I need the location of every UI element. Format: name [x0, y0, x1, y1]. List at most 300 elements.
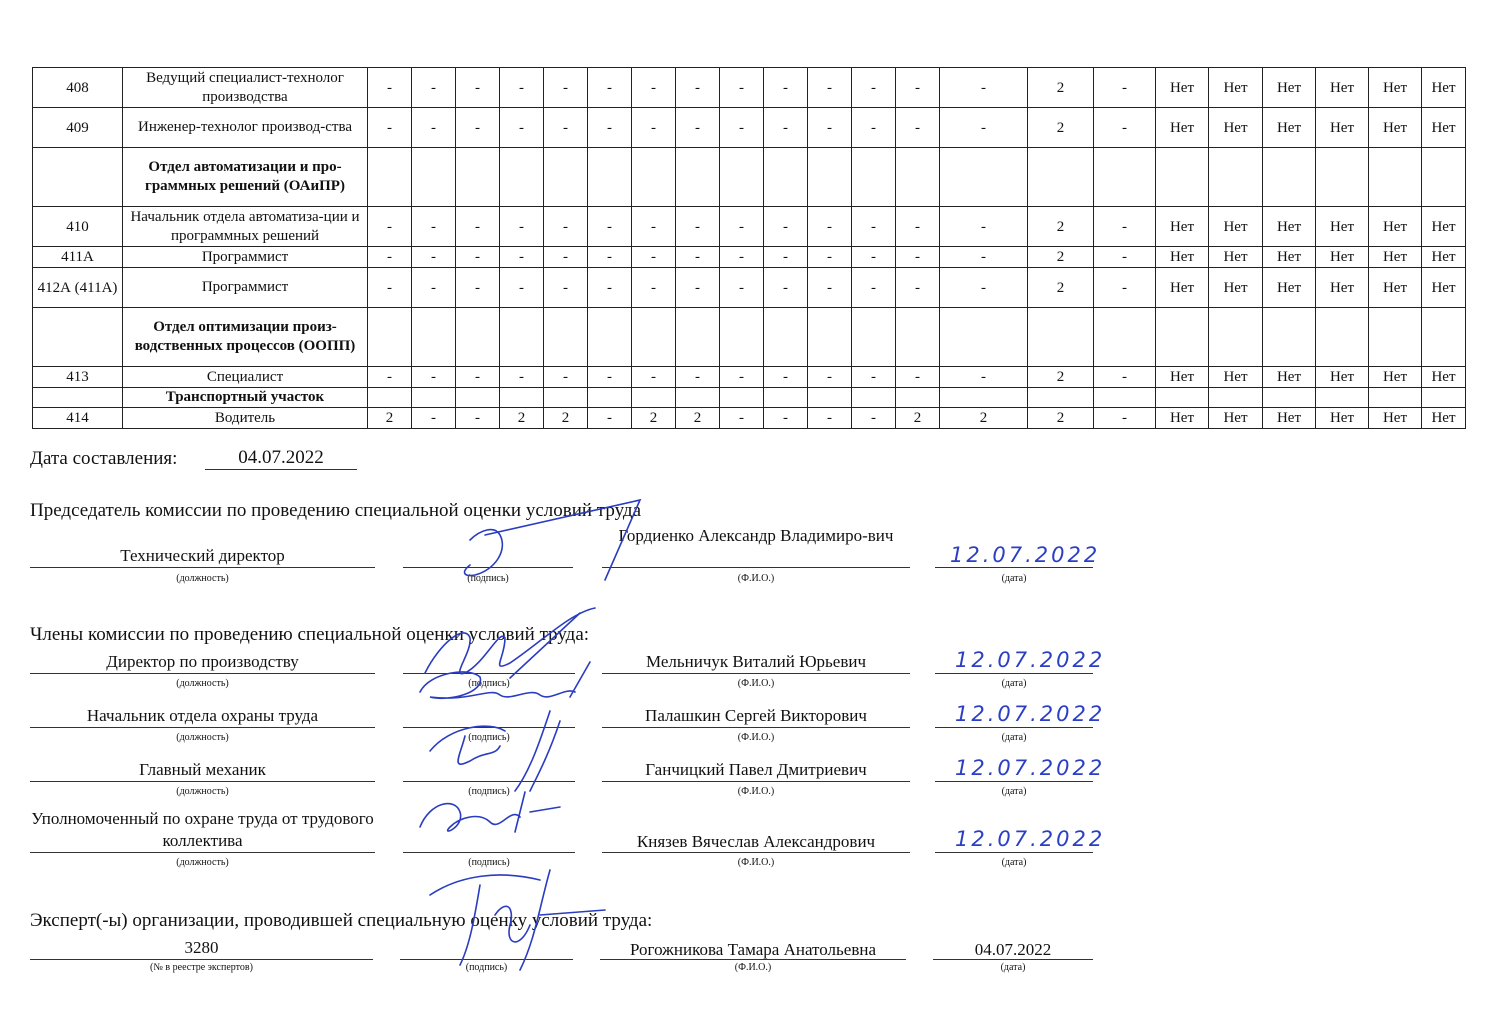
table-cell: Нет	[1156, 68, 1209, 108]
table-cell: -	[368, 207, 412, 247]
table-cell: -	[412, 207, 456, 247]
job-title: Ведущий специалист-технолог производства	[123, 68, 368, 108]
caption-fio: (Ф.И.О.)	[737, 732, 775, 743]
table-cell: -	[720, 268, 764, 308]
table-cell: -	[720, 108, 764, 148]
table-cell: -	[632, 108, 676, 148]
table-cell: Нет	[1209, 68, 1263, 108]
member-position: Главный механик	[139, 760, 266, 779]
table-cell: Нет	[1156, 367, 1209, 388]
table-cell	[588, 308, 632, 367]
table-cell	[940, 148, 1028, 207]
table-cell	[940, 388, 1028, 408]
table-cell: Нет	[1156, 268, 1209, 308]
table-cell: -	[896, 367, 940, 388]
table-cell	[808, 308, 852, 367]
table-cell	[1094, 308, 1156, 367]
table-cell	[456, 388, 500, 408]
table-cell: -	[896, 108, 940, 148]
table-cell: 2	[1028, 247, 1094, 268]
chairman-signature	[440, 495, 660, 585]
table-cell: Нет	[1422, 268, 1466, 308]
table-cell: 2	[1028, 108, 1094, 148]
table-cell: -	[456, 207, 500, 247]
member-date: 12.07.2022	[955, 827, 1106, 851]
table-cell	[896, 308, 940, 367]
table-cell: Нет	[1369, 108, 1422, 148]
table-cell: -	[412, 268, 456, 308]
table-row	[33, 408, 1466, 429]
chairman-name: Гордиенко Александр Владимиро-вич	[618, 526, 894, 545]
row-number: 414	[33, 408, 123, 429]
table-cell	[632, 308, 676, 367]
expert-date: 04.07.2022	[974, 940, 1052, 959]
table-cell: -	[676, 367, 720, 388]
job-title: Программист	[123, 247, 368, 268]
table-cell	[1028, 308, 1094, 367]
table-cell: 2	[676, 408, 720, 429]
table-cell: -	[852, 108, 896, 148]
table-cell: Нет	[1209, 207, 1263, 247]
table-cell: -	[852, 68, 896, 108]
table-cell: 2	[368, 408, 412, 429]
caption-position: (должность)	[176, 573, 229, 584]
date-compiled-label: Дата составления:	[30, 448, 178, 469]
table-cell: -	[456, 247, 500, 268]
table-cell: -	[1094, 247, 1156, 268]
caption-fio: (Ф.И.О.)	[737, 678, 775, 689]
table-cell: -	[720, 68, 764, 108]
row-number: 412А (411А)	[33, 268, 123, 308]
table-cell	[500, 148, 544, 207]
table-cell	[544, 388, 588, 408]
table-cell: Нет	[1209, 268, 1263, 308]
table-cell: -	[456, 108, 500, 148]
table-cell: -	[764, 207, 808, 247]
department-row	[33, 308, 1466, 367]
table-cell	[1422, 148, 1466, 207]
table-cell: Нет	[1369, 367, 1422, 388]
table-cell: Нет	[1316, 408, 1369, 429]
table-cell	[1094, 388, 1156, 408]
table-cell	[588, 148, 632, 207]
table-cell: -	[1094, 408, 1156, 429]
table-cell	[676, 148, 720, 207]
row-number: 411А	[33, 247, 123, 268]
table-cell: -	[940, 247, 1028, 268]
table-cell	[412, 148, 456, 207]
table-row	[33, 268, 1466, 308]
table-cell: Нет	[1422, 68, 1466, 108]
table-cell: -	[588, 108, 632, 148]
table-cell	[676, 308, 720, 367]
table-cell: -	[940, 367, 1028, 388]
table-cell	[764, 388, 808, 408]
table-row	[33, 367, 1466, 388]
table-cell	[632, 388, 676, 408]
member-name: Палашкин Сергей Викторович	[645, 706, 867, 725]
member-date: 12.07.2022	[955, 648, 1106, 672]
caption-date: (дата)	[1001, 732, 1027, 743]
table-cell	[632, 148, 676, 207]
table-cell: -	[1094, 268, 1156, 308]
table-cell: Нет	[1209, 408, 1263, 429]
table-cell: Нет	[1263, 247, 1316, 268]
table-cell: 2	[1028, 207, 1094, 247]
table-cell: Нет	[1422, 247, 1466, 268]
table-cell: -	[544, 367, 588, 388]
table-cell: -	[544, 207, 588, 247]
table-cell	[1369, 308, 1422, 367]
table-cell: Нет	[1369, 408, 1422, 429]
table-cell: -	[764, 68, 808, 108]
table-cell	[544, 308, 588, 367]
table-cell	[1209, 388, 1263, 408]
table-cell	[720, 148, 764, 207]
expert-registry: 3280	[184, 938, 219, 957]
table-cell	[1156, 388, 1209, 408]
table-cell: Нет	[1316, 367, 1369, 388]
table-cell	[1209, 148, 1263, 207]
table-cell: -	[940, 108, 1028, 148]
table-cell	[1316, 388, 1369, 408]
job-title: Водитель	[123, 408, 368, 429]
table-cell: -	[940, 68, 1028, 108]
table-cell: -	[808, 367, 852, 388]
table-cell: -	[588, 247, 632, 268]
table-cell: -	[764, 268, 808, 308]
table-cell: Нет	[1209, 108, 1263, 148]
table-cell: Нет	[1316, 207, 1369, 247]
table-cell: -	[940, 207, 1028, 247]
member-position: Уполномоченный по охране труда от трудового коллектива	[31, 809, 374, 850]
row-number	[33, 148, 123, 207]
table-cell	[764, 148, 808, 207]
table-cell: Нет	[1369, 268, 1422, 308]
table-cell	[676, 388, 720, 408]
table-cell: Нет	[1263, 108, 1316, 148]
table-cell: -	[676, 108, 720, 148]
chairman-position: Технический директор	[120, 546, 285, 565]
table-cell: -	[368, 247, 412, 268]
table-cell: -	[808, 247, 852, 268]
member-position: Директор по производству	[106, 652, 299, 671]
table-cell: Нет	[1263, 207, 1316, 247]
caption-fio: (Ф.И.О.)	[737, 786, 775, 797]
row-number	[33, 308, 123, 367]
table-cell: -	[1094, 108, 1156, 148]
table-cell	[1209, 308, 1263, 367]
table-cell: 2	[896, 408, 940, 429]
table-cell: 2	[1028, 408, 1094, 429]
table-cell	[1263, 388, 1316, 408]
expert-heading: Эксперт(-ы) организации, проводившей специальную оценку условий труда:	[30, 910, 653, 931]
table-cell: Нет	[1209, 247, 1263, 268]
table-cell: -	[500, 68, 544, 108]
table-cell: -	[500, 207, 544, 247]
table-cell: Нет	[1263, 68, 1316, 108]
table-cell: Нет	[1422, 108, 1466, 148]
caption-signature: (подпись)	[467, 573, 509, 584]
table-cell: Нет	[1209, 367, 1263, 388]
job-title: Начальник отдела автоматиза-ции и программных решений	[123, 207, 368, 247]
table-cell: Нет	[1263, 408, 1316, 429]
row-number	[33, 388, 123, 408]
caption-registry: (№ в реестре экспертов)	[150, 962, 253, 973]
table-cell: Нет	[1156, 108, 1209, 148]
row-number: 410	[33, 207, 123, 247]
table-cell: -	[412, 408, 456, 429]
table-cell: -	[808, 68, 852, 108]
table-row	[33, 108, 1466, 148]
table-cell: Нет	[1263, 268, 1316, 308]
table-cell: Нет	[1369, 68, 1422, 108]
table-cell: -	[676, 68, 720, 108]
members-heading: Члены комиссии по проведению специальной оценки условий труда:	[30, 624, 590, 645]
table-cell	[1094, 148, 1156, 207]
table-cell: Нет	[1422, 408, 1466, 429]
table-cell	[500, 308, 544, 367]
table-cell: -	[852, 268, 896, 308]
table-cell: -	[456, 408, 500, 429]
table-cell: Нет	[1156, 247, 1209, 268]
row-number: 408	[33, 68, 123, 108]
table-cell	[1263, 308, 1316, 367]
table-cell	[764, 308, 808, 367]
table-cell: -	[500, 268, 544, 308]
table-cell	[1263, 148, 1316, 207]
chairman-date: 12.07.2022	[950, 543, 1101, 567]
table-cell: Нет	[1422, 207, 1466, 247]
table-cell	[544, 148, 588, 207]
table-cell: -	[368, 268, 412, 308]
table-cell	[1156, 148, 1209, 207]
table-cell: -	[676, 268, 720, 308]
table-cell: 2	[632, 408, 676, 429]
table-cell	[1369, 388, 1422, 408]
member-name: Ганчицкий Павел Дмитриевич	[645, 760, 867, 779]
department-title: Отдел оптимизации произ-водственных процессов (ООПП)	[123, 308, 368, 367]
table-cell: Нет	[1316, 268, 1369, 308]
caption-position: (должность)	[176, 678, 229, 689]
table-cell: -	[412, 108, 456, 148]
department-title: Отдел автоматизации и про-граммных решений (ОАиПР)	[123, 148, 368, 207]
table-cell	[1156, 308, 1209, 367]
table-cell: 2	[940, 408, 1028, 429]
caption-fio: (Ф.И.О.)	[737, 573, 775, 584]
table-cell: -	[940, 268, 1028, 308]
table-cell: -	[632, 367, 676, 388]
table-cell: Нет	[1369, 207, 1422, 247]
table-cell: -	[632, 268, 676, 308]
table-cell	[1316, 148, 1369, 207]
table-cell: -	[1094, 367, 1156, 388]
table-cell: -	[456, 268, 500, 308]
table-cell	[1422, 308, 1466, 367]
table-cell: -	[676, 247, 720, 268]
table-cell: 2	[500, 408, 544, 429]
member-date: 12.07.2022	[955, 756, 1106, 780]
department-title: Транспортный участок	[123, 388, 368, 408]
table-cell: -	[500, 247, 544, 268]
table-cell	[368, 388, 412, 408]
table-cell: -	[632, 68, 676, 108]
table-cell: -	[852, 207, 896, 247]
date-compiled-value: 04.07.2022	[238, 447, 324, 468]
table-cell: 2	[1028, 68, 1094, 108]
table-row	[33, 247, 1466, 268]
table-cell: -	[1094, 207, 1156, 247]
table-cell: -	[588, 367, 632, 388]
table-cell: -	[544, 68, 588, 108]
expert-name: Рогожникова Тамара Анатольевна	[630, 940, 876, 959]
table-cell: -	[632, 247, 676, 268]
row-number: 413	[33, 367, 123, 388]
table-cell: -	[808, 408, 852, 429]
table-cell: -	[500, 108, 544, 148]
table-cell: 2	[1028, 367, 1094, 388]
table-cell	[1369, 148, 1422, 207]
table-row	[33, 68, 1466, 108]
caption-date: (дата)	[1000, 962, 1026, 973]
chairman-heading: Председатель комиссии по проведению специальной оценки условий труда	[30, 500, 641, 521]
table-cell	[1028, 388, 1094, 408]
table-cell	[940, 308, 1028, 367]
table-cell: -	[500, 367, 544, 388]
caption-date: (дата)	[1001, 573, 1027, 584]
table-cell: 2	[544, 408, 588, 429]
table-cell: -	[588, 268, 632, 308]
table-cell: Нет	[1422, 367, 1466, 388]
member-date: 12.07.2022	[955, 702, 1106, 726]
table-cell: -	[456, 68, 500, 108]
table-cell: Нет	[1316, 108, 1369, 148]
caption-signature: (подпись)	[465, 962, 508, 973]
table-cell: -	[896, 207, 940, 247]
table-cell: -	[720, 207, 764, 247]
table-cell: -	[720, 367, 764, 388]
job-title: Программист	[123, 268, 368, 308]
table-cell: Нет	[1156, 207, 1209, 247]
table-cell	[896, 148, 940, 207]
table-cell: -	[544, 268, 588, 308]
table-cell: -	[808, 108, 852, 148]
job-title: Инженер-технолог производ-ства	[123, 108, 368, 148]
caption-date: (дата)	[1001, 786, 1027, 797]
table-cell: -	[588, 207, 632, 247]
table-cell: -	[808, 268, 852, 308]
caption-signature: (подпись)	[468, 678, 510, 689]
table-cell: -	[720, 408, 764, 429]
department-row	[33, 148, 1466, 207]
table-cell: -	[896, 268, 940, 308]
table-cell: -	[764, 108, 808, 148]
table-cell	[412, 388, 456, 408]
table-row	[33, 207, 1466, 247]
table-cell	[808, 388, 852, 408]
caption-fio: (Ф.И.О.)	[734, 962, 772, 973]
table-cell: -	[456, 367, 500, 388]
table-cell: 2	[1028, 268, 1094, 308]
date-compiled-underline	[205, 469, 357, 470]
caption-date: (дата)	[1001, 857, 1027, 868]
caption-signature: (подпись)	[468, 857, 510, 868]
table-cell	[456, 308, 500, 367]
table-cell	[500, 388, 544, 408]
caption-position: (должность)	[176, 732, 229, 743]
department-row	[33, 388, 1466, 408]
table-cell: -	[764, 247, 808, 268]
table-cell: -	[852, 408, 896, 429]
job-title: Специалист	[123, 367, 368, 388]
table-cell	[412, 308, 456, 367]
table-cell	[368, 148, 412, 207]
table-cell: -	[720, 247, 764, 268]
caption-date: (дата)	[1001, 678, 1027, 689]
results-table	[32, 67, 1466, 429]
table-cell: Нет	[1316, 247, 1369, 268]
table-cell: -	[1094, 68, 1156, 108]
member-name: Мельничук Виталий Юрьевич	[645, 652, 867, 671]
caption-fio: (Ф.И.О.)	[737, 857, 775, 868]
caption-position: (должность)	[176, 786, 229, 797]
table-cell	[720, 388, 764, 408]
caption-signature: (подпись)	[468, 786, 510, 797]
table-cell: -	[588, 408, 632, 429]
table-cell: Нет	[1263, 367, 1316, 388]
table-cell	[1316, 308, 1369, 367]
table-cell: -	[544, 108, 588, 148]
table-cell: -	[588, 68, 632, 108]
table-cell: -	[632, 207, 676, 247]
expert-signature	[420, 855, 610, 975]
member-name: Князев Вячеслав Александрович	[636, 832, 876, 851]
row-number: 409	[33, 108, 123, 148]
table-cell	[896, 388, 940, 408]
caption-signature: (подпись)	[468, 732, 510, 743]
table-cell: -	[544, 247, 588, 268]
table-cell	[852, 308, 896, 367]
table-cell: -	[764, 408, 808, 429]
table-cell: -	[412, 367, 456, 388]
table-cell	[1422, 388, 1466, 408]
table-cell: -	[852, 247, 896, 268]
table-cell: -	[412, 247, 456, 268]
table-cell: -	[368, 367, 412, 388]
table-cell: -	[896, 247, 940, 268]
table-cell: Нет	[1156, 408, 1209, 429]
table-cell: -	[896, 68, 940, 108]
table-cell	[456, 148, 500, 207]
table-cell	[852, 148, 896, 207]
table-cell	[852, 388, 896, 408]
table-cell: -	[676, 207, 720, 247]
table-cell	[720, 308, 764, 367]
table-cell	[368, 308, 412, 367]
table-cell: -	[852, 367, 896, 388]
table-cell: -	[368, 108, 412, 148]
table-cell: -	[412, 68, 456, 108]
caption-position: (должность)	[176, 857, 229, 868]
table-cell	[808, 148, 852, 207]
table-cell: Нет	[1369, 247, 1422, 268]
table-cell	[1028, 148, 1094, 207]
table-cell	[588, 388, 632, 408]
member-position: Начальник отдела охраны труда	[86, 706, 319, 725]
table-cell: -	[368, 68, 412, 108]
table-cell: -	[808, 207, 852, 247]
table-cell: -	[764, 367, 808, 388]
